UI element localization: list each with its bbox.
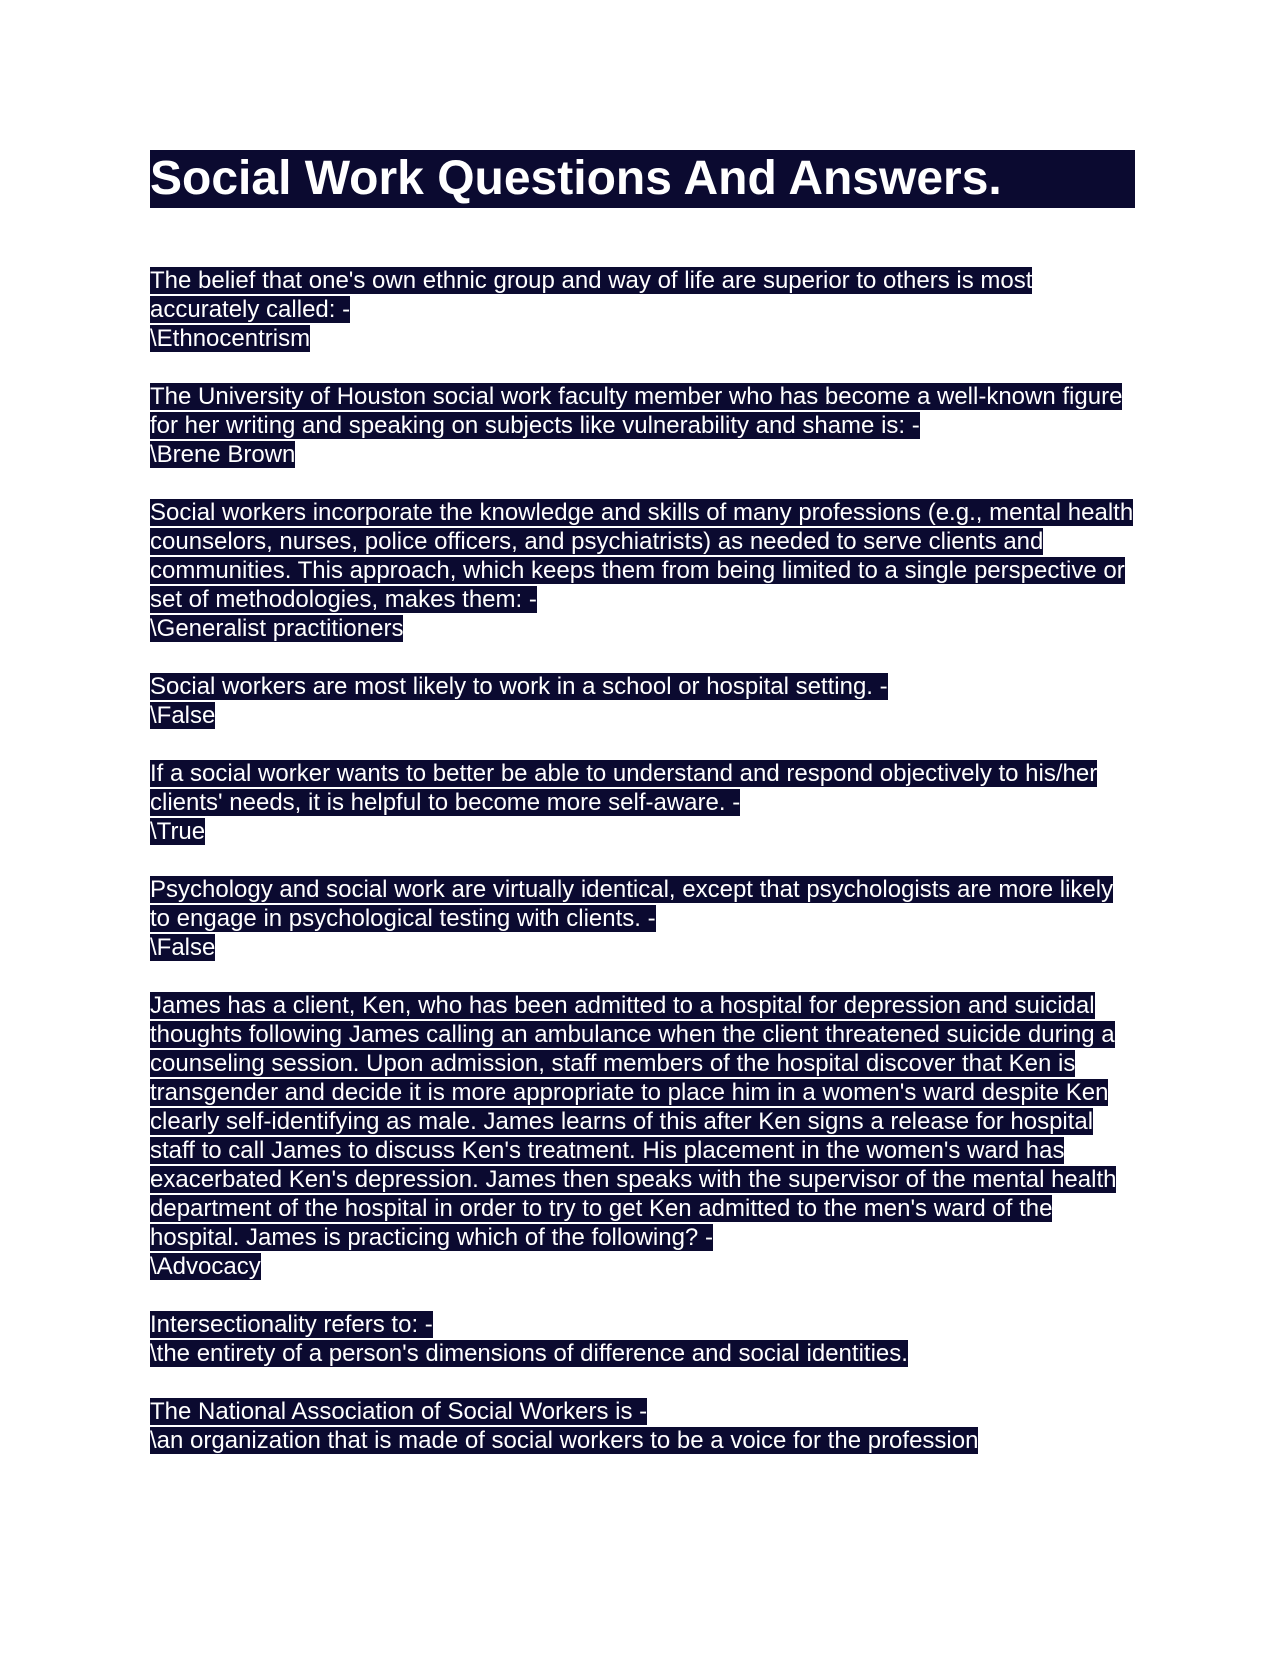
question-text: Social workers incorporate the knowledge and skills of many professions (e.g., mental health counselors, nurses, police officers, and psychiatrists) as needed to serve clients and communities. This approach, which keeps them from being limited to a single perspective or set of methodologies, makes them: - — [150, 499, 1134, 613]
answer-text: \Generalist practitioners — [150, 615, 404, 642]
answer-text: \Advocacy — [150, 1253, 261, 1280]
question-text: Social workers are most likely to work in a school or hospital setting. - — [150, 673, 888, 700]
qa-item — [150, 672, 1135, 730]
title-highlight — [150, 150, 1135, 208]
answer-text: \True — [150, 818, 206, 845]
answer-text: \Ethnocentrism — [150, 325, 311, 352]
question-text: The University of Houston social work faculty member who has become a well-known figure for her writing and speaking on subjects like vulnerability and shame is: - — [150, 383, 1123, 439]
question-text: James has a client, Ken, who has been admitted to a hospital for depression and suicidal thoughts following James calling an ambulance when the client threatened suicide during a counseling session. Upon admission, staff members of the hospital discover that Ken is transgender and decide it is more appropriate to place him in a women's ward despite Ken clearly self-identifying as male. James learns of this after Ken signs a release for hospital staff to call James to discuss Ken's treatment. His placement in the women's ward has exacerbated Ken's depression. James then speaks with the supervisor of the mental health department of the hospital in order to try to get Ken admitted to the men's ward of the hospital. James is practicing which of the following? - — [150, 992, 1117, 1251]
qa-item — [150, 1310, 1135, 1368]
qa-item — [150, 1397, 1135, 1455]
qa-item — [150, 266, 1135, 353]
question-text: The belief that one's own ethnic group and way of life are superior to others is most accurately called: - — [150, 267, 1033, 323]
question-text: If a social worker wants to better be able to understand and respond objectively to his/her clients' needs, it is helpful to become more self-aware. - — [150, 760, 1098, 816]
answer-text: \Brene Brown — [150, 441, 296, 468]
answer-text: \the entirety of a person's dimensions of difference and social identities. — [150, 1340, 908, 1367]
document-title: Social Work Questions And Answers. — [150, 152, 1002, 205]
qa-item — [150, 991, 1135, 1281]
qa-item — [150, 382, 1135, 469]
document-page — [150, 150, 1135, 1484]
question-text: Psychology and social work are virtually identical, except that psychologists are more likely to engage in psychological testing with clients. - — [150, 876, 1114, 932]
question-text: Intersectionality refers to: - — [150, 1311, 433, 1338]
qa-list — [150, 266, 1135, 1455]
qa-item — [150, 498, 1135, 643]
qa-item — [150, 875, 1135, 962]
answer-text: \False — [150, 702, 216, 729]
qa-item — [150, 759, 1135, 846]
answer-text: \False — [150, 934, 216, 961]
question-text: The National Association of Social Workers is - — [150, 1398, 648, 1425]
answer-text: \an organization that is made of social workers to be a voice for the profession — [150, 1427, 979, 1454]
